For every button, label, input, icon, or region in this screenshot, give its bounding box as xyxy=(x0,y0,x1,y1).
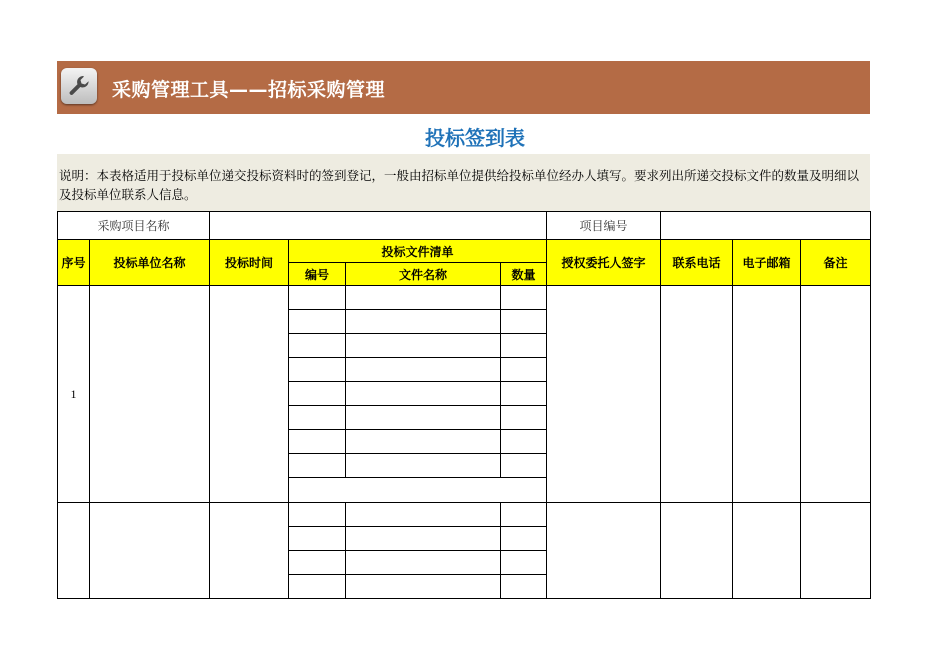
file-name-cell[interactable] xyxy=(346,334,501,358)
file-name-cell[interactable] xyxy=(346,310,501,334)
file-no-cell[interactable] xyxy=(289,575,346,599)
sign-in-table xyxy=(57,211,871,599)
signature-cell[interactable] xyxy=(547,286,661,503)
file-no-cell[interactable] xyxy=(289,503,346,527)
file-name-cell[interactable] xyxy=(346,503,501,527)
col-file-no: 编号 xyxy=(289,263,346,286)
signature-cell[interactable] xyxy=(547,503,661,599)
qty-cell[interactable] xyxy=(501,310,547,334)
qty-cell[interactable] xyxy=(501,527,547,551)
row-index: 1 xyxy=(58,286,90,503)
file-name-cell[interactable] xyxy=(346,527,501,551)
time-cell[interactable] xyxy=(210,503,289,599)
file-no-cell[interactable] xyxy=(289,551,346,575)
instructions-box xyxy=(57,154,870,211)
bidder-cell[interactable] xyxy=(90,286,210,503)
file-no-cell[interactable] xyxy=(289,358,346,382)
wrench-icon xyxy=(61,68,97,104)
col-phone: 联系电话 xyxy=(661,240,733,286)
remark-cell[interactable] xyxy=(801,286,871,503)
qty-cell[interactable] xyxy=(501,454,547,478)
col-remark: 备注 xyxy=(801,240,871,286)
col-file-name: 文件名称 xyxy=(346,263,501,286)
qty-cell[interactable] xyxy=(501,334,547,358)
page-title: 投标签到表 xyxy=(425,126,525,150)
app-title: 采购管理工具——招标采购管理 xyxy=(112,79,386,101)
file-summary-cell[interactable] xyxy=(289,478,547,503)
time-cell[interactable] xyxy=(210,286,289,503)
col-index: 序号 xyxy=(58,240,90,286)
qty-cell[interactable] xyxy=(501,286,547,310)
file-name-cell[interactable] xyxy=(346,406,501,430)
email-cell[interactable] xyxy=(733,286,801,503)
header-banner xyxy=(57,61,870,114)
file-name-cell[interactable] xyxy=(346,286,501,310)
file-name-cell[interactable] xyxy=(346,358,501,382)
qty-cell[interactable] xyxy=(501,406,547,430)
project-name-cell[interactable] xyxy=(210,212,547,240)
qty-cell[interactable] xyxy=(501,503,547,527)
file-no-cell[interactable] xyxy=(289,527,346,551)
col-qty: 数量 xyxy=(501,263,547,286)
row-index-cell xyxy=(58,503,90,599)
email-cell[interactable] xyxy=(733,503,801,599)
col-file-list: 投标文件清单 xyxy=(289,240,547,263)
file-no-cell[interactable] xyxy=(289,454,346,478)
file-no-cell[interactable] xyxy=(289,382,346,406)
project-no-label: 项目编号 xyxy=(547,212,661,240)
phone-cell[interactable] xyxy=(661,286,733,503)
file-name-cell[interactable] xyxy=(346,430,501,454)
col-email: 电子邮箱 xyxy=(733,240,801,286)
phone-cell[interactable] xyxy=(661,503,733,599)
file-name-cell[interactable] xyxy=(346,575,501,599)
qty-cell[interactable] xyxy=(501,382,547,406)
remark-cell[interactable] xyxy=(801,503,871,599)
qty-cell[interactable] xyxy=(501,551,547,575)
instructions-text: 说明：本表格适用于投标单位递交投标资料时的签到登记，一般由招标单位提供给投标单位经办人填写。要求列出所递交投标文件的数量及明细以及投标单位联系人信息。 xyxy=(59,168,860,202)
file-name-cell[interactable] xyxy=(346,551,501,575)
file-no-cell[interactable] xyxy=(289,286,346,310)
file-no-cell[interactable] xyxy=(289,310,346,334)
project-no-cell[interactable] xyxy=(661,212,871,240)
col-time: 投标时间 xyxy=(210,240,289,286)
col-signature: 授权委托人签字 xyxy=(547,240,661,286)
bidder-cell[interactable] xyxy=(90,503,210,599)
file-name-cell[interactable] xyxy=(346,454,501,478)
project-name-label: 采购项目名称 xyxy=(58,212,210,240)
file-no-cell[interactable] xyxy=(289,430,346,454)
col-bidder: 投标单位名称 xyxy=(90,240,210,286)
qty-cell[interactable] xyxy=(501,430,547,454)
file-no-cell[interactable] xyxy=(289,334,346,358)
qty-cell[interactable] xyxy=(501,358,547,382)
file-name-cell[interactable] xyxy=(346,382,501,406)
qty-cell[interactable] xyxy=(501,575,547,599)
file-no-cell[interactable] xyxy=(289,406,346,430)
